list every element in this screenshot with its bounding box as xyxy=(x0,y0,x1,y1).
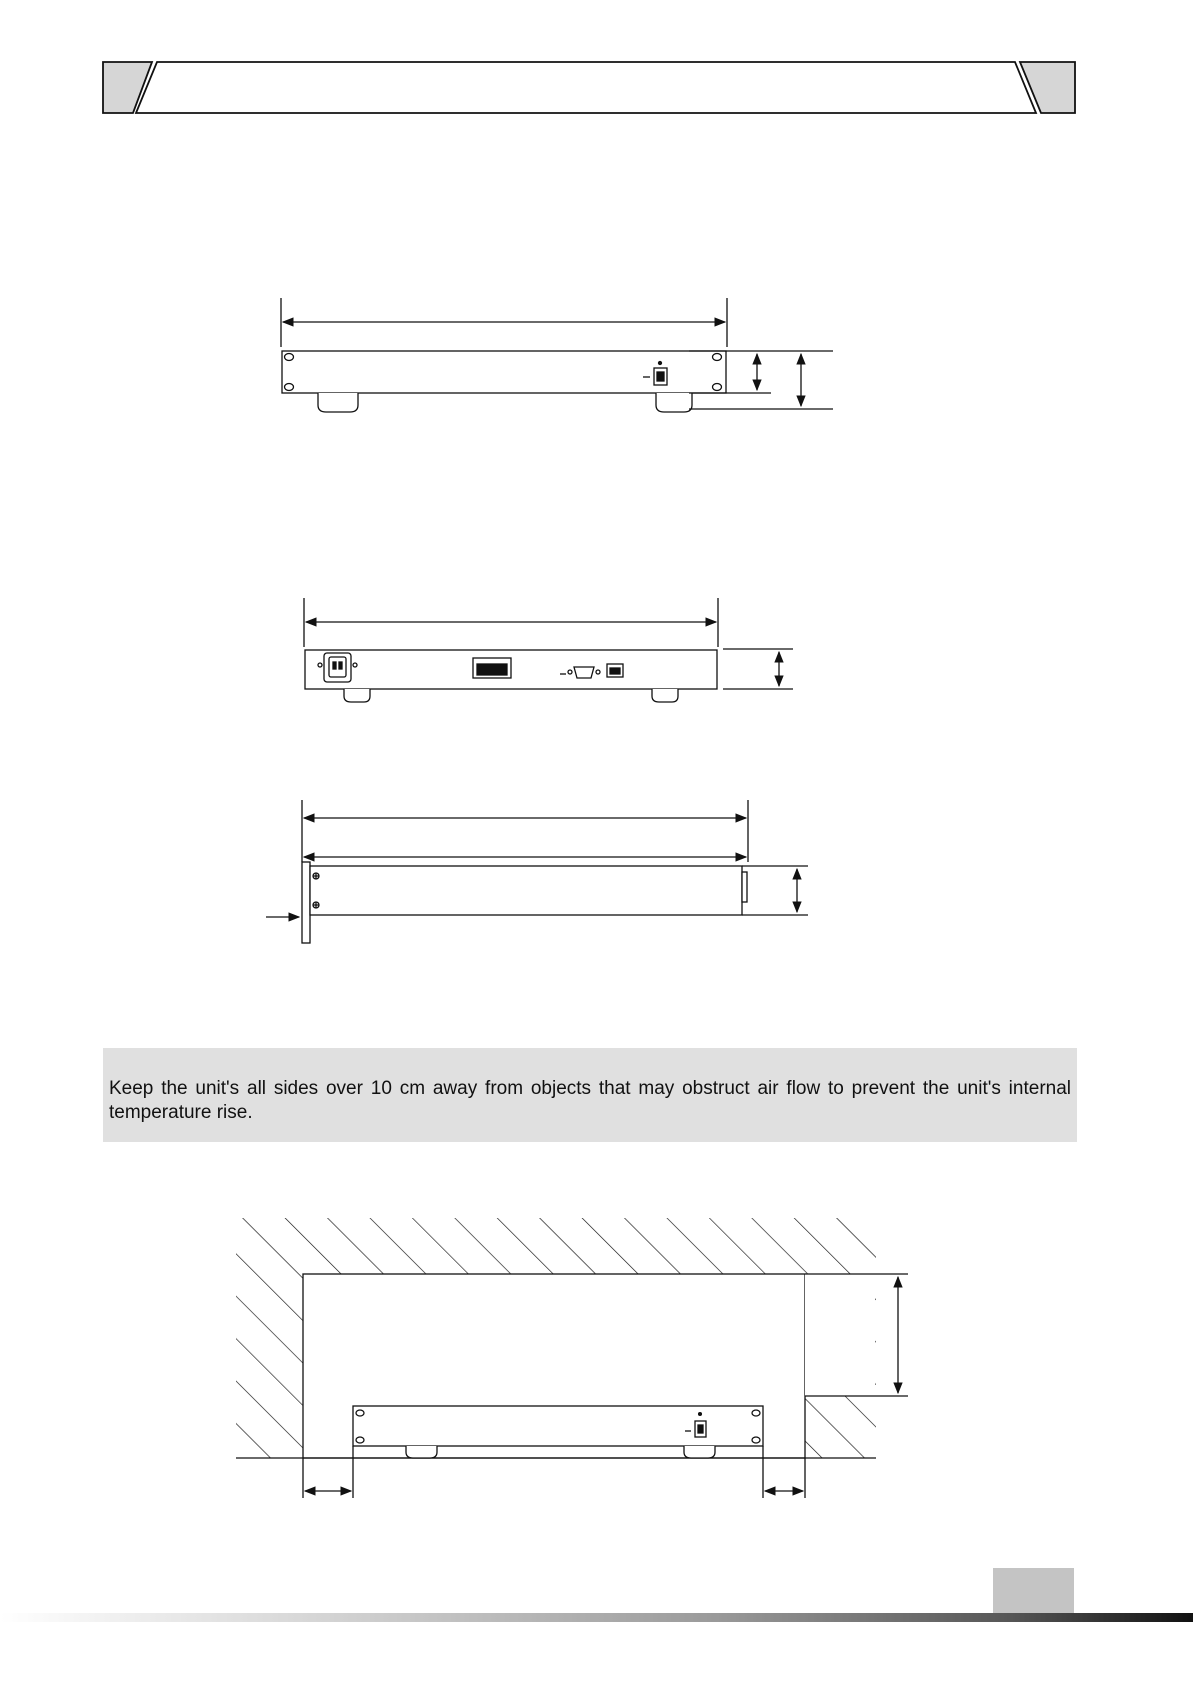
ventilation-note xyxy=(103,1048,1077,1142)
front-view xyxy=(281,298,833,412)
footer-gradient-bar xyxy=(0,1613,1193,1622)
serial-port-icon xyxy=(574,667,594,678)
side-view xyxy=(266,800,808,943)
header-banner-frame xyxy=(0,0,1193,130)
power-switch-icon xyxy=(654,368,667,385)
network-port-icon xyxy=(473,658,511,678)
page-number-tab xyxy=(993,1568,1074,1614)
power-inlet-icon xyxy=(324,653,351,682)
usb-port-icon xyxy=(607,664,623,677)
ventilation-note-text: Keep the unit's all sides over 10 cm away from objects that may obstruct air flow to prevent the unit's internal temperature rise. xyxy=(109,1078,1071,1123)
clearance-diagram xyxy=(236,1218,908,1498)
rear-view xyxy=(304,598,793,702)
